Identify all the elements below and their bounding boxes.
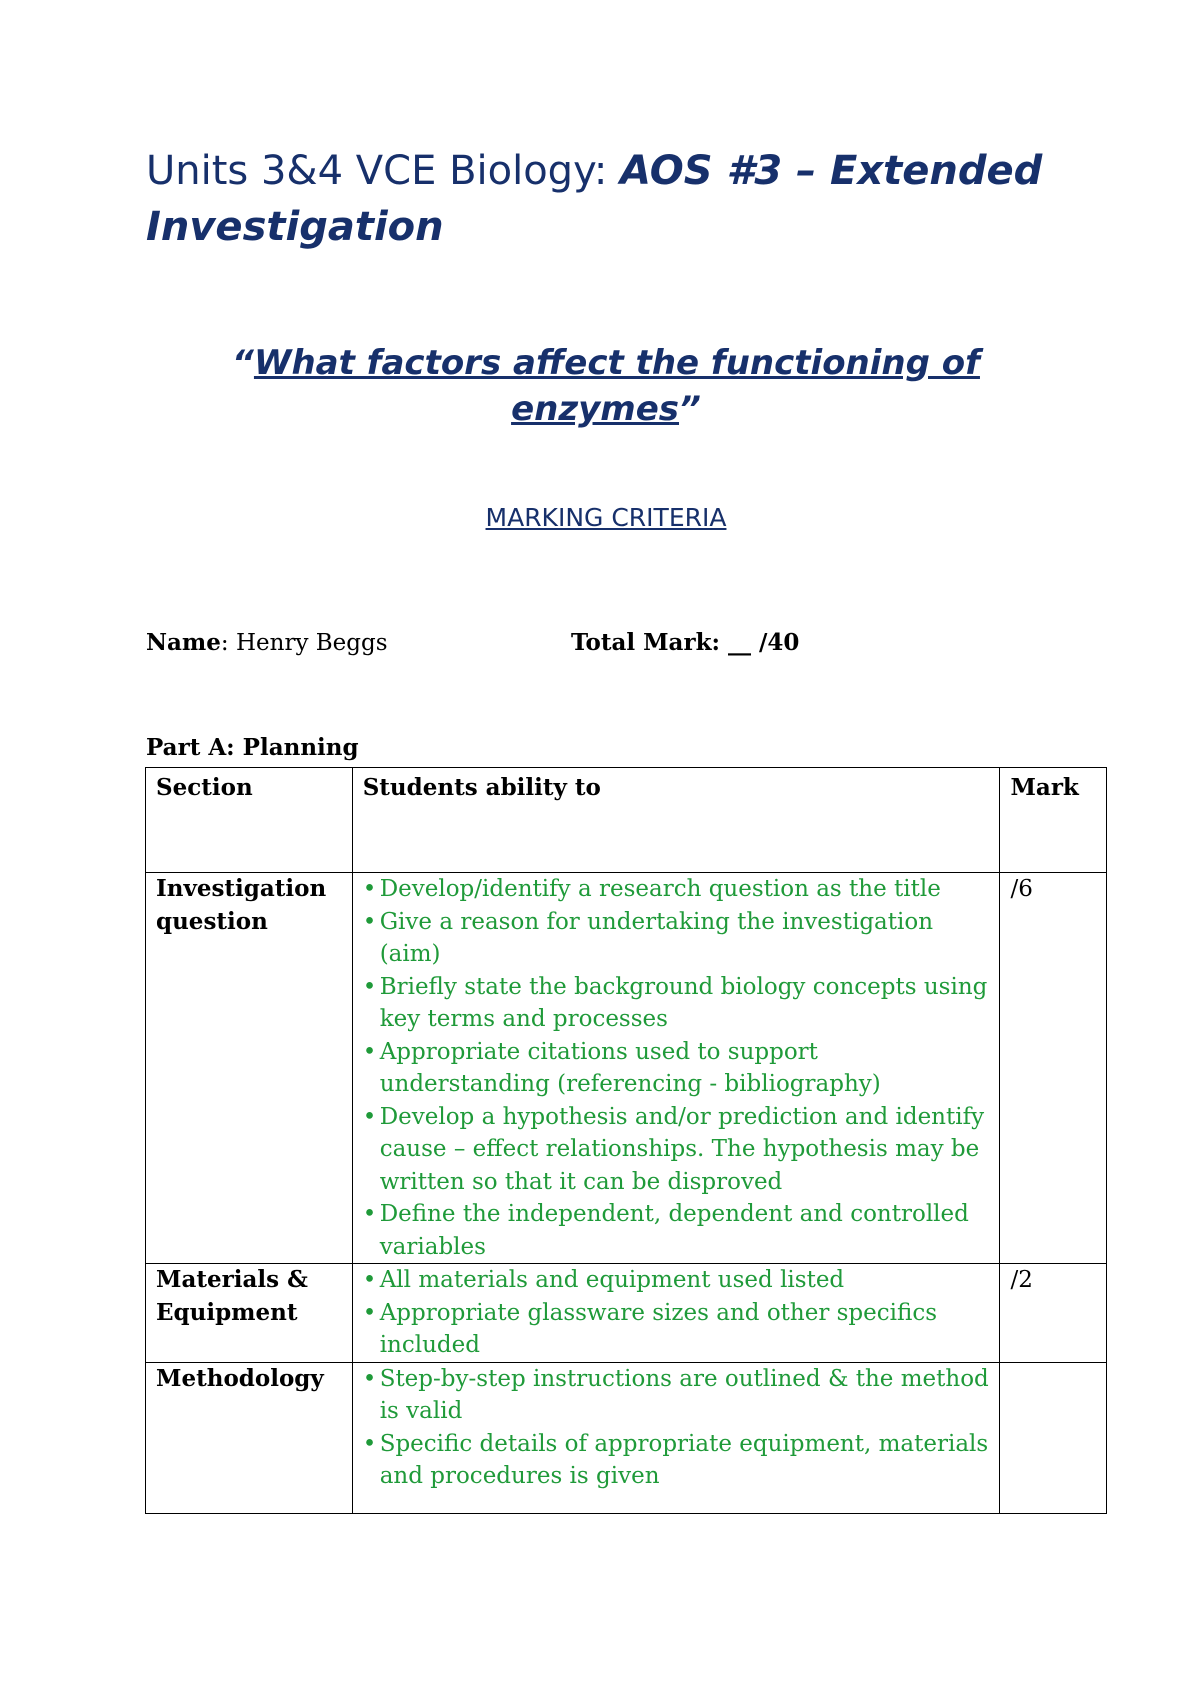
criteria-list: [363, 1264, 990, 1362]
bullet-icon: •: [362, 1038, 377, 1065]
header-ability: Students ability to: [352, 768, 1000, 873]
bullet-icon: •: [362, 908, 377, 935]
header-mark: Mark: [1000, 768, 1107, 873]
question-text: What factors affect the functioning of enzymes: [253, 343, 980, 429]
section-name: Methodology: [146, 1362, 353, 1513]
criteria-cell: [352, 1264, 1000, 1363]
criteria-text: Specific details of appropriate equipment, materials and procedures is given: [379, 1430, 989, 1489]
criteria-text: Briefly state the background biology concepts using key terms and processes: [379, 973, 988, 1032]
criteria-item: [363, 1297, 990, 1362]
total-mark: Total Mark: __ /40: [571, 629, 800, 656]
question-open-quote: “: [232, 343, 254, 383]
header-section: Section: [146, 768, 353, 873]
bullet-icon: •: [362, 1365, 377, 1392]
name-label: Name: [146, 629, 221, 656]
student-name: [146, 628, 388, 658]
criteria-text: Develop/identify a research question as the title: [379, 876, 941, 902]
question-close-quote: ”: [679, 389, 701, 429]
bullet-icon: •: [362, 1299, 377, 1326]
criteria-text: Define the independent, dependent and controlled variables: [379, 1201, 969, 1260]
table-row: [146, 873, 1107, 1264]
criteria-text: Develop a hypothesis and/or prediction and identify cause – effect relationships. The hypothesis may be written so that it can be disproved: [379, 1103, 985, 1195]
page-title-emphasis: AOS #3 – Extended Investigation: [146, 148, 1043, 250]
criteria-item: [363, 906, 990, 971]
table-row: [146, 1264, 1107, 1363]
criteria-text: Appropriate citations used to support understanding (referencing - bibliography): [379, 1038, 881, 1097]
criteria-item: [363, 1363, 990, 1428]
criteria-text: All materials and equipment used listed: [379, 1267, 845, 1293]
bullet-icon: •: [362, 973, 377, 1000]
criteria-text: Step-by-step instructions are outlined & the method is valid: [379, 1365, 989, 1424]
criteria-text: Appropriate glassware sizes and other specifics included: [379, 1299, 938, 1358]
investigation-question: [146, 340, 1066, 432]
table-row: [146, 1362, 1107, 1513]
table-body: [146, 873, 1107, 1514]
bullet-icon: •: [362, 876, 377, 902]
bullet-icon: •: [362, 1201, 377, 1227]
section-name: Materials & Equipment: [146, 1264, 353, 1363]
bullet-icon: •: [362, 1103, 377, 1130]
criteria-item: [363, 1036, 990, 1101]
section-name: Investigation question: [146, 873, 353, 1264]
criteria-list: [363, 873, 990, 1263]
name-value: : Henry Beggs: [220, 630, 388, 656]
marking-criteria-table: [145, 767, 1107, 1514]
criteria-text: Give a reason for undertaking the investigation (aim): [379, 908, 934, 967]
bullet-icon: •: [362, 1267, 377, 1293]
criteria-cell: [352, 1362, 1000, 1513]
mark-cell: [1000, 1362, 1107, 1513]
part-a-heading: Part A: Planning: [146, 734, 359, 761]
page-title-plain: Units 3&4 VCE Biology:: [146, 148, 621, 194]
criteria-item: [363, 1198, 990, 1263]
mark-cell: /6: [1000, 873, 1107, 1264]
marking-criteria-heading: MARKING CRITERIA: [485, 503, 727, 532]
criteria-item: [363, 971, 990, 1036]
criteria-list: [363, 1363, 990, 1493]
criteria-cell: [352, 873, 1000, 1264]
criteria-item: [363, 1101, 990, 1199]
criteria-item: [363, 1264, 990, 1297]
criteria-item: [363, 1428, 990, 1493]
mark-cell: /2: [1000, 1264, 1107, 1363]
bullet-icon: •: [362, 1430, 377, 1457]
page-title: [146, 143, 1066, 255]
criteria-item: [363, 873, 990, 906]
table-header-row: [146, 768, 1107, 873]
